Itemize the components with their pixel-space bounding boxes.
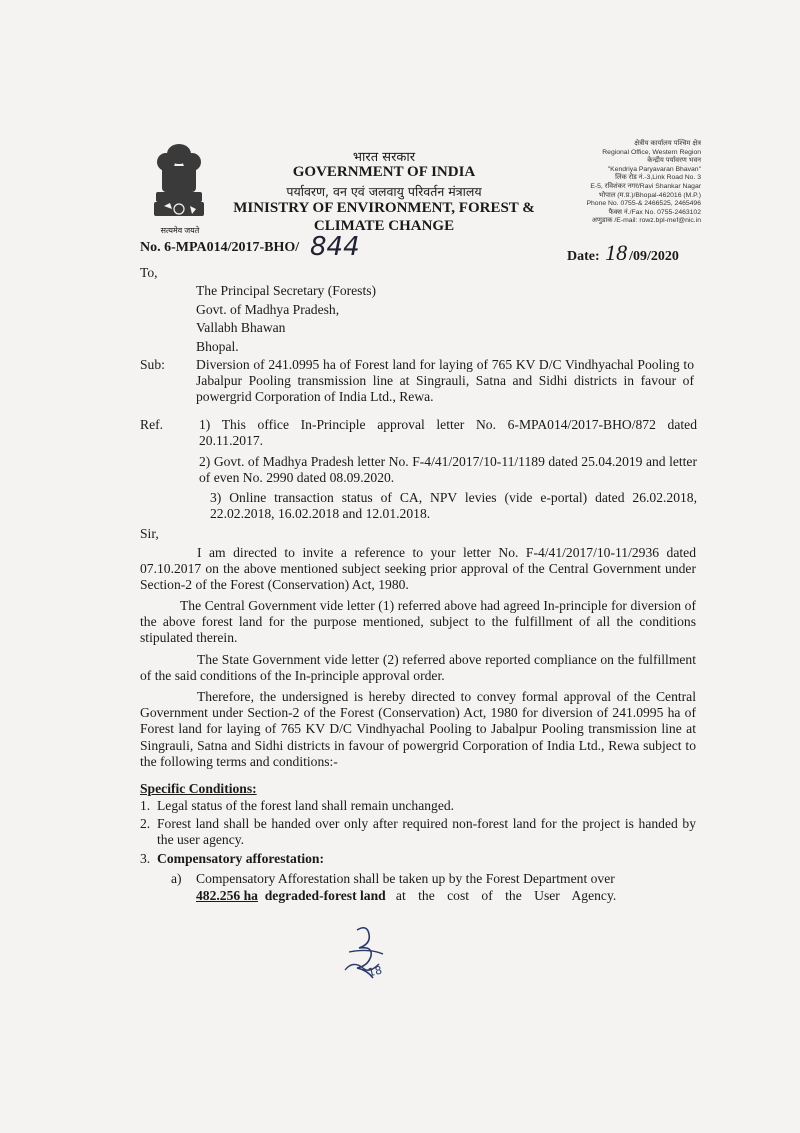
reference-item: 3) Online transaction status of CA, NPV levies (vide e-portal) dated 26.02.2018, 22.02.2018, 16.02.2018 and 12.01.2018. xyxy=(210,490,697,522)
reference-item: 2) Govt. of Madhya Pradesh letter No. F-4/41/2017/10-11/1189 dated 25.04.2019 and letter of even No. 2990 dated 08.09.2020. xyxy=(199,454,697,486)
condition-item xyxy=(140,851,696,867)
national-emblem-icon xyxy=(148,140,210,230)
sub-condition-text: Compensatory Afforestation shall be taken up by the Forest Department over xyxy=(196,871,615,886)
body-paragraph: The Central Government vide letter (1) referred above had agreed In-principle for diversion of the above forest land for the purpose mentioned, subject to the fulfillment of all the conditions stipulated therein. xyxy=(140,598,696,646)
address-line: "Kendriya Paryavaran Bhavan" xyxy=(607,165,701,173)
ministry-title-line1: MINISTRY OF ENVIRONMENT, FOREST & xyxy=(233,200,535,216)
file-number-handwritten: 844 xyxy=(310,232,360,262)
date-day-handwritten: 18 xyxy=(605,240,628,265)
addressee-line: Vallabh Bhawan xyxy=(196,320,286,335)
reference-item: 1) This office In-Principle approval letter No. 6-MPA014/2017-BHO/872 dated 20.11.2017. xyxy=(199,417,697,449)
ministry-title-line2: CLIMATE CHANGE xyxy=(313,218,455,234)
addressee-line: Govt. of Madhya Pradesh, xyxy=(196,301,340,317)
address-line: लिंक रोड नं.-3,Link Road No. 3 xyxy=(615,174,701,182)
condition-number: 3. xyxy=(140,851,151,866)
address-line: Regional Office, Western Region xyxy=(602,148,701,156)
afforestation-area: 482.256 ha xyxy=(196,888,258,903)
address-line: Phone No. 0755-& 2466525, 2465496 xyxy=(586,200,701,208)
sub-condition-a xyxy=(171,870,696,904)
address-line: भोपाल (म.प्र.)/Bhopal-462016 (M.P.) xyxy=(598,191,701,199)
page-number-handwritten: 18 xyxy=(366,963,384,980)
condition-item xyxy=(140,816,696,848)
reference-label: Ref. xyxy=(140,417,164,432)
address-line: अणुडाक /E-mail: rowz.bpl-mef@nic.in xyxy=(591,217,701,225)
condition-text: Forest land shall be handed over only after required non-forest land for the project is handed by the user agency. xyxy=(157,816,696,847)
sub-condition-number: a) xyxy=(171,871,182,886)
condition-number: 2. xyxy=(140,816,151,831)
handwritten-initials-icon xyxy=(335,922,395,992)
specific-conditions-heading: Specific Conditions: xyxy=(140,781,257,796)
condition-text: Legal status of the forest land shall remain unchanged. xyxy=(157,798,455,813)
salutation: Sir, xyxy=(140,526,159,541)
to-label: To, xyxy=(140,265,158,280)
date-suffix: /09/2020 xyxy=(629,249,679,264)
condition-item xyxy=(140,798,696,814)
addressee-line: The Principal Secretary (Forests) xyxy=(196,283,377,298)
letter-date xyxy=(567,240,679,266)
sub-condition-line2 xyxy=(196,887,696,904)
office-address xyxy=(555,140,701,226)
hindi-ministry-title: पर्यावरण, वन एवं जलवायु परिवर्तन मंत्रालय xyxy=(286,184,482,199)
addressee-block xyxy=(196,282,596,356)
hindi-government-title: भारत सरकार xyxy=(352,150,416,165)
address-line: फैक्स नं./Fax No. 0755-2463102 xyxy=(608,208,701,216)
condition-number: 1. xyxy=(140,798,151,813)
subject-text: Diversion of 241.0995 ha of Forest land for laying of 765 KV D/C Vindhyachal Pooling to Jabalpur Pooling transmission line at Singrauli, Satna and Sidhi districts in favour of powergrid Corporation of India Ltd., Rewa. xyxy=(196,357,694,405)
government-title: GOVERNMENT OF INDIA xyxy=(292,164,476,180)
body-paragraph: I am directed to invite a reference to your letter No. F-4/41/2017/10-11/2936 dated 07.10.2017 on the above mentioned subject seeking prior approval of the Central Government under Section-2 of the Forest (Conservation) Act, 1980. xyxy=(140,545,696,593)
address-line: E-5, रविशंकर नगर/Ravi Shankar Nagar xyxy=(590,182,701,190)
address-line: क्षेत्रीय कार्यालय पश्चिम क्षेत्र xyxy=(634,140,701,147)
emblem-motto: सत्यमेव जयते xyxy=(160,226,200,235)
sub-condition-tail: at the cost of the User Agency. xyxy=(395,888,617,903)
file-number: No. 6-MPA014/2017-BHO/ xyxy=(140,240,300,255)
body-paragraph: Therefore, the undersigned is hereby directed to convey formal approval of the Central Government under Section-2 of the Forest (Conservation) Act, 1980 for diversion of 241.0995 ha of Forest land for laying of 765 KV D/C Vindhyachal Pooling to Jabalpur Pooling transmission line at Singrauli, Satna and Sidhi districts in favour of powergrid Corporation of India Ltd., Rewa subject to the following terms and conditions:- xyxy=(140,689,696,769)
body-paragraph: The State Government vide letter (2) referred above reported compliance on the fulfillment of the said conditions of the In-principle approval order. xyxy=(140,652,696,684)
address-line: केन्द्रीय पर्यावरण भवन xyxy=(647,157,701,165)
addressee-line: Bhopal. xyxy=(196,338,239,354)
land-type: degraded-forest land xyxy=(264,888,386,903)
date-prefix: Date: xyxy=(567,249,600,264)
subject-label: Sub: xyxy=(140,357,165,372)
condition-text: Compensatory afforestation: xyxy=(157,851,325,866)
